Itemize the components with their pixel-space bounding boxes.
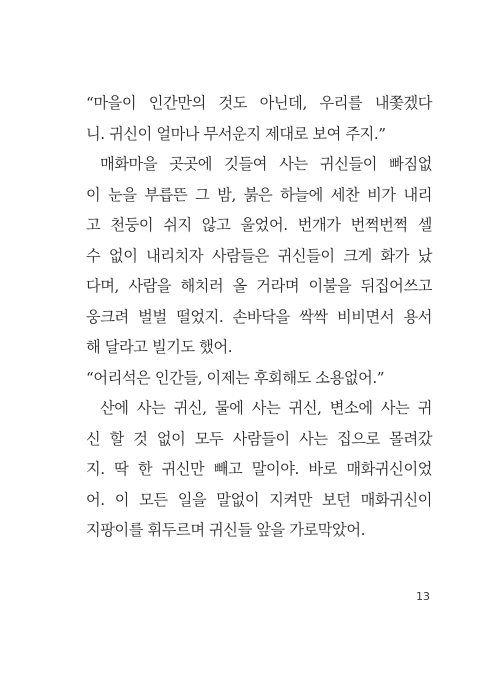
text-line: 웅크려 벌벌 떨었지. 손바닥을 싹싹 비비면서 용서 xyxy=(86,307,432,326)
page-number: 13 xyxy=(416,590,430,603)
body-text xyxy=(86,88,432,546)
text-line: 수 없이 내리치자 사람들은 귀신들이 크게 화가 났 xyxy=(86,246,432,265)
text-line: “마을이 인간만의 것도 아닌데, 우리를 내쫓겠다 xyxy=(86,94,432,112)
text-line: “어리석은 인간들, 이제는 후회해도 소용없어.” xyxy=(86,368,385,387)
text-line: 이 눈을 부릅뜬 그 밤, 붉은 하늘에 세찬 비가 내리 xyxy=(86,185,432,204)
text-line: 지팡이를 휘두르며 귀신들 앞을 가로막았어. xyxy=(86,521,366,539)
text-line: 다며, 사람을 해치러 올 거라며 이불을 뒤집어쓰고 xyxy=(86,277,432,295)
text-line: 매화마을 곳곳에 깃들여 사는 귀신들이 빠짐없 xyxy=(100,155,432,173)
text-line: 산에 사는 귀신, 물에 사는 귀신, 변소에 사는 귀 xyxy=(100,399,432,417)
text-line: 해 달라고 빌기도 했어. xyxy=(86,338,233,356)
text-line: 지. 딱 한 귀신만 빼고 말이야. 바로 매화귀신이었 xyxy=(86,460,432,478)
text-line: 어. 이 모든 일을 말없이 지켜만 보던 매화귀신이 xyxy=(86,490,432,509)
text-line: 고 천둥이 쉬지 않고 울었어. 번개가 번쩍번쩍 셀 xyxy=(86,216,432,234)
text-line: 니. 귀신이 얼마나 무서운지 제대로 보여 주지.” xyxy=(86,124,386,143)
text-line: 신 할 것 없이 모두 사람들이 사는 집으로 몰려갔 xyxy=(86,429,432,448)
